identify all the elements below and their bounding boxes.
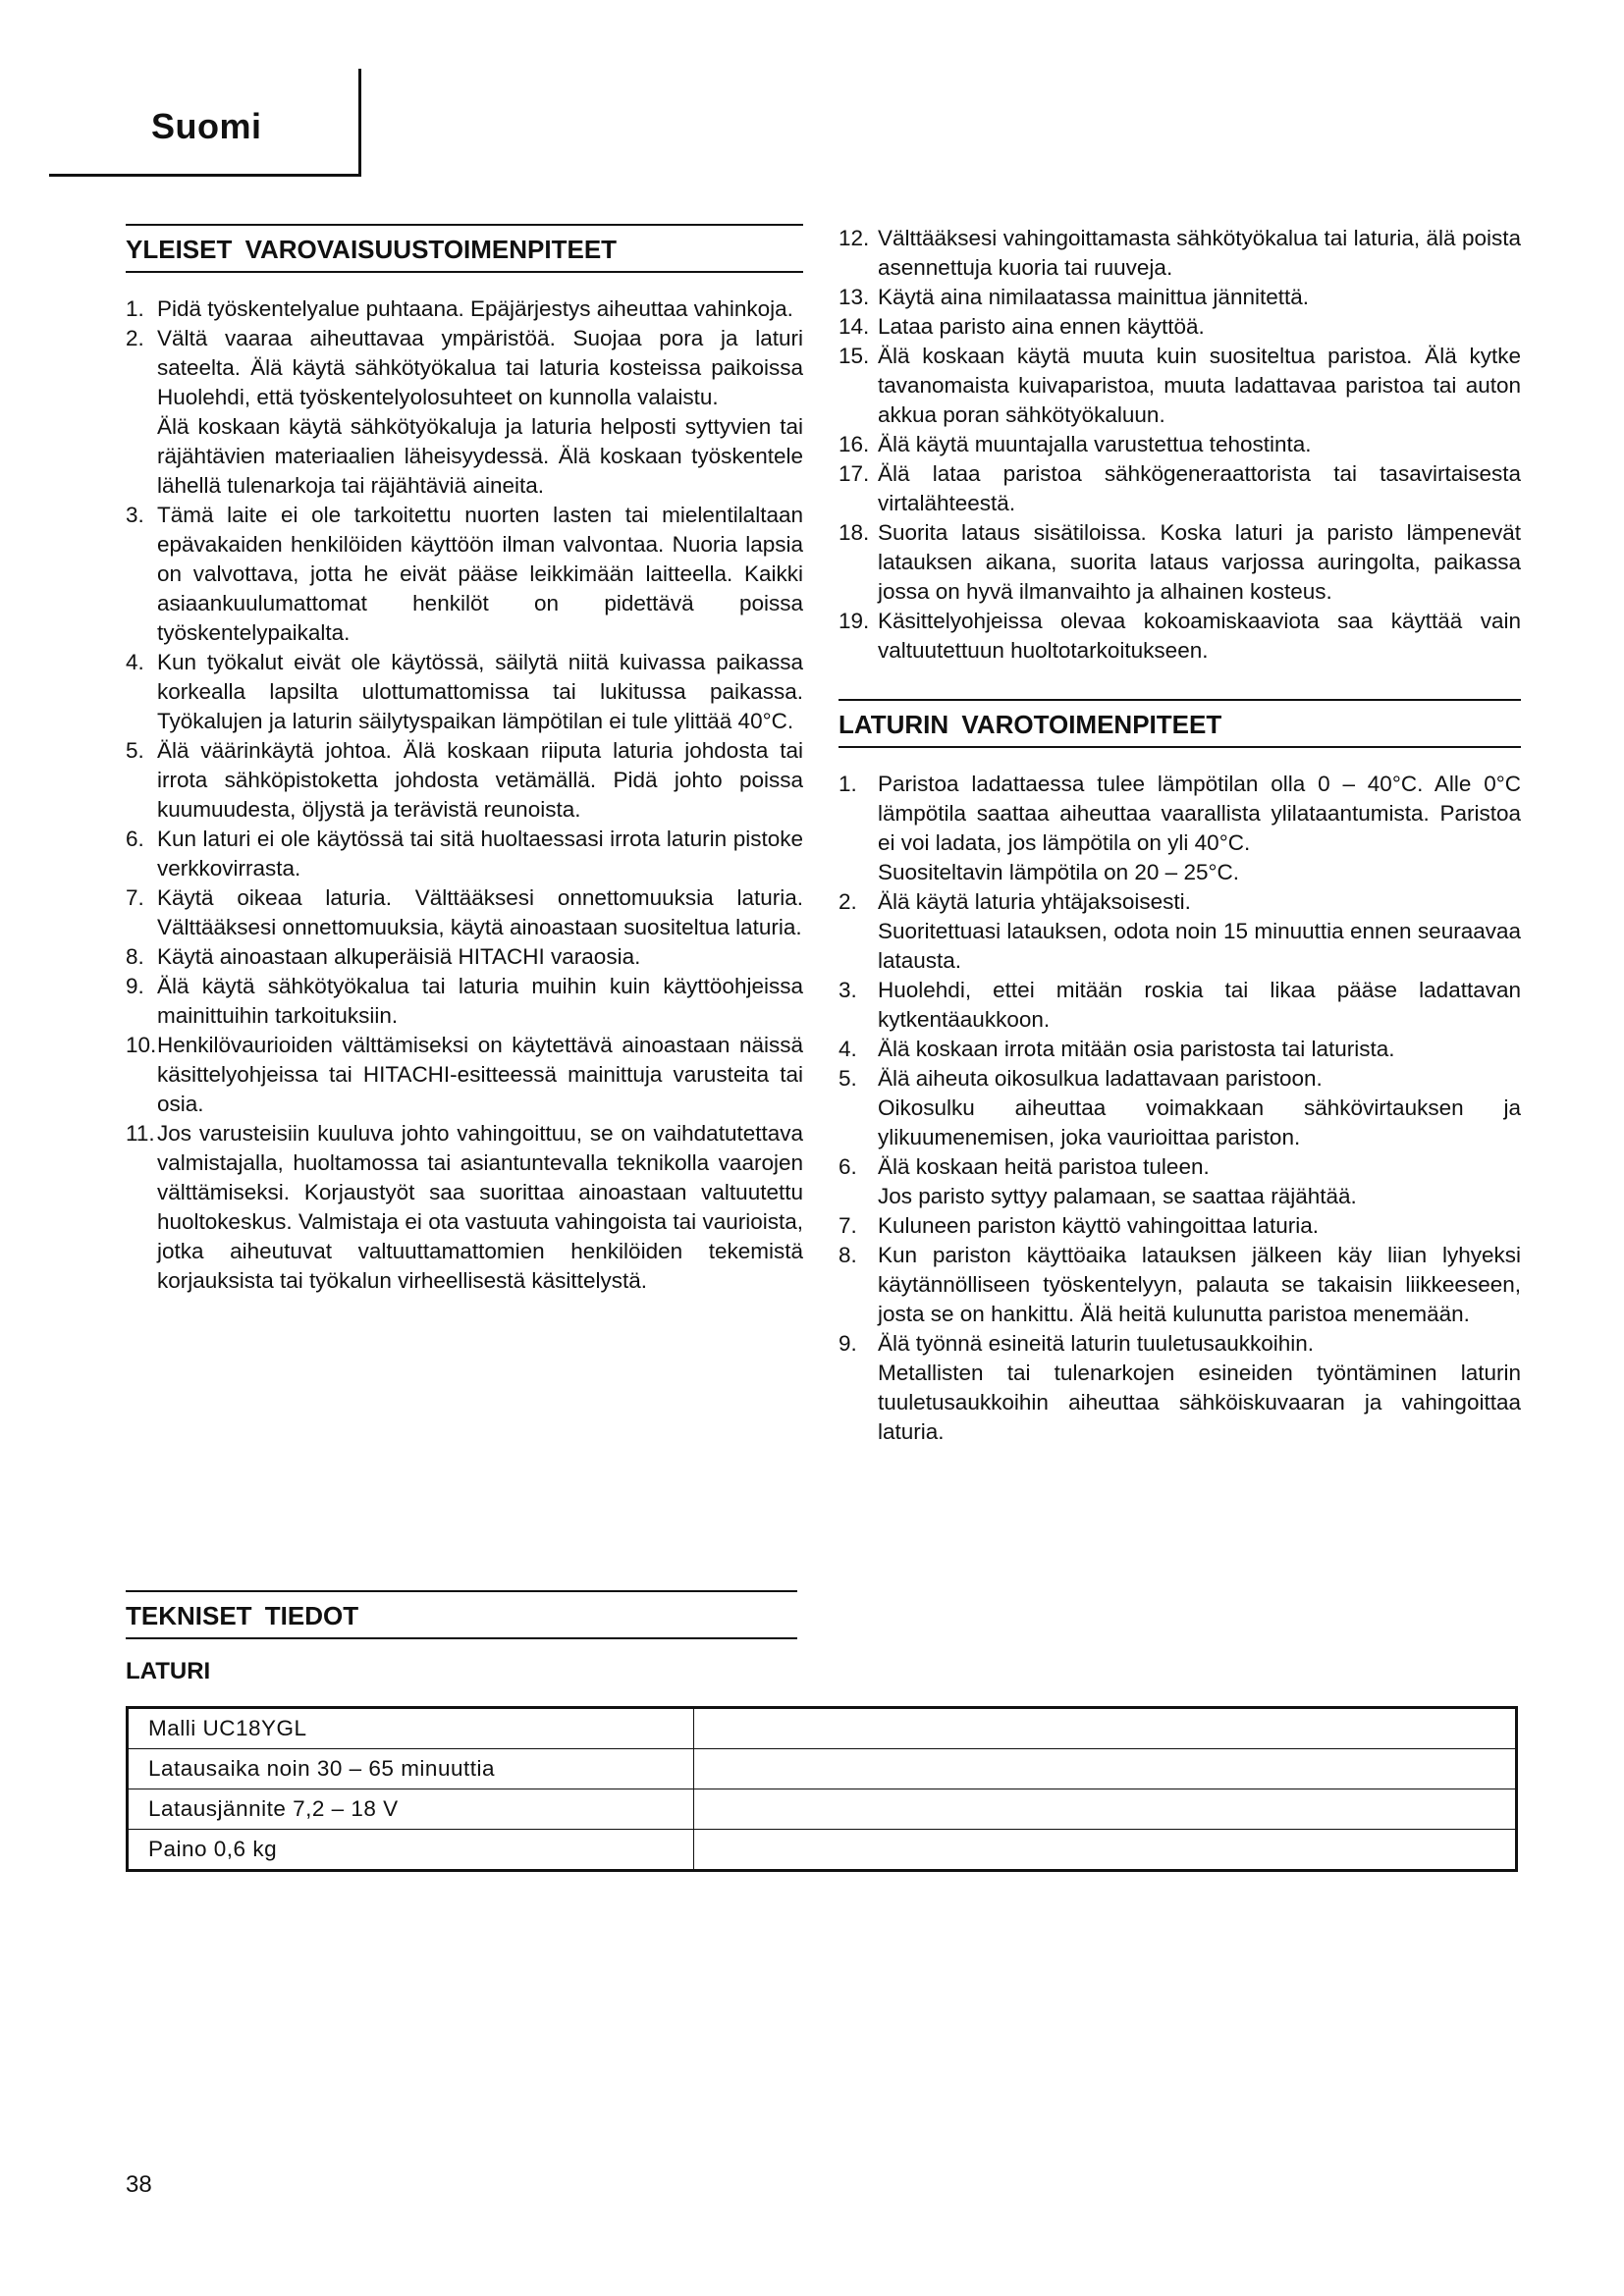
- general-safety-item: [839, 342, 1521, 430]
- item-text: Käytä oikeaa laturia. Välttääksesi onnettomuuksia laturia. Välttääksesi onnettomuuksia, käytä ainoastaan suositeltua laturia.: [157, 885, 803, 939]
- left-column: [126, 224, 803, 1296]
- general-safety-item: [126, 648, 803, 736]
- item-number: 4.: [126, 650, 144, 674]
- spec-row: [128, 1749, 1517, 1789]
- general-safety-item: [126, 825, 803, 883]
- item-text: Kun pariston käyttöaika latauksen jälkeen käy liian lyhyeksi käytännölliseen työskentelyyn, palauta se takaisin liikkeeseen, josta se on hankittu. Älä heitä kulunutta paristoa menemään.: [878, 1243, 1521, 1326]
- general-safety-item: [126, 294, 803, 324]
- general-safety-item: [126, 1031, 803, 1119]
- tab-border-vertical: [358, 69, 361, 177]
- language-label: Suomi: [151, 106, 262, 146]
- item-text: Käsittelyohjeissa olevaa kokoamiskaaviota saa käyttää vain valtuutettuun huoltotarkoitukseen.: [878, 609, 1521, 663]
- item-number: 7.: [839, 1213, 857, 1238]
- tab-border-horizontal: [49, 174, 361, 177]
- item-number: 17.: [839, 461, 870, 486]
- item-number: 7.: [126, 885, 144, 910]
- item-text: Kun laturi ei ole käytössä tai sitä huoltaessasi irrota laturin pistoke verkkovirrasta.: [157, 827, 803, 881]
- general-safety-item: [126, 736, 803, 825]
- item-text: Käytä ainoastaan alkuperäisiä HITACHI varaosia.: [157, 944, 641, 969]
- item-text: Älä väärinkäytä johtoa. Älä koskaan riiputa laturia johdosta tai irrota sähköpistoketta johdosta vetämällä. Pidä johto poissa kuumuudesta, öljystä ja terävistä reunoista.: [157, 738, 803, 822]
- item-text: Älä käytä sähkötyökalua tai laturia muihin kuin käyttöohjeissa mainittuihin tarkoituksiin.: [157, 974, 803, 1028]
- section-title-general-safety: YLEISET VAROVAISUUSTOIMENPITEET: [126, 224, 803, 273]
- item-number: 2.: [839, 889, 857, 914]
- item-number: 3.: [839, 978, 857, 1002]
- spec-value: [694, 1749, 1517, 1789]
- spec-value: [694, 1708, 1517, 1749]
- item-text: Älä koskaan irrota mitään osia paristosta tai laturista.: [878, 1037, 1395, 1061]
- item-number: 16.: [839, 432, 870, 456]
- item-text: Älä koskaan heitä paristoa tuleen. Jos paristo syttyy palamaan, se saattaa räjähtää.: [878, 1154, 1357, 1208]
- item-text: Älä työnnä esineitä laturin tuuletusaukkoihin. Metallisten tai tulenarkojen esineiden työntäminen laturin tuuletusaukkoihin aiheuttaa sähköiskuvaaran ja vahingoittaa laturia.: [878, 1331, 1521, 1444]
- item-text: Pidä työskentelyalue puhtaana. Epäjärjestys aiheuttaa vahinkoja.: [157, 296, 793, 321]
- charger-safety-item: [839, 770, 1521, 887]
- item-number: 2.: [126, 326, 144, 350]
- section-title-charger-safety: LATURIN VAROTOIMENPITEET: [839, 699, 1521, 748]
- item-number: 19.: [839, 609, 870, 633]
- spec-row: [128, 1830, 1517, 1871]
- item-number: 15.: [839, 344, 870, 368]
- item-number: 14.: [839, 314, 870, 339]
- item-number: 4.: [839, 1037, 857, 1061]
- general-safety-item: [126, 972, 803, 1031]
- item-number: 1.: [126, 296, 144, 321]
- general-safety-item: [839, 283, 1521, 312]
- spec-row: [128, 1789, 1517, 1830]
- general-safety-item: [839, 224, 1521, 283]
- item-text: Lataa paristo aina ennen käyttöä.: [878, 314, 1205, 339]
- general-safety-list: [126, 294, 803, 1296]
- specifications-subtitle: LATURI: [126, 1658, 211, 1684]
- general-safety-item: [126, 883, 803, 942]
- spec-value: [694, 1830, 1517, 1871]
- item-number: 10.: [126, 1033, 157, 1057]
- item-text: Kuluneen pariston käyttö vahingoittaa laturia.: [878, 1213, 1320, 1238]
- page-number: 38: [126, 2171, 152, 2198]
- spec-label: Latausaika noin 30 – 65 minuuttia: [128, 1749, 694, 1789]
- charger-safety-list: [839, 770, 1521, 1447]
- spec-label: Malli UC18YGL: [128, 1708, 694, 1749]
- item-text: Älä koskaan käytä muuta kuin suositeltua paristoa. Älä kytke tavanomaista kuivaparistoa, muuta ladattavaa paristoa tai auton akkua poran sähkötyökaluun.: [878, 344, 1521, 427]
- charger-safety-item: [839, 887, 1521, 976]
- general-safety-item: [839, 430, 1521, 459]
- item-text: Suorita lataus sisätiloissa. Koska laturi ja paristo lämpenevät latauksen aikana, suorita lataus varjossa auringolta, paikassa jossa on hyvä ilmanvaihto ja alhainen kosteus.: [878, 520, 1521, 604]
- general-safety-item: [126, 942, 803, 972]
- general-safety-list-continued: [839, 224, 1521, 666]
- item-number: 1.: [839, 772, 857, 796]
- item-number: 12.: [839, 226, 870, 250]
- general-safety-item: [839, 459, 1521, 518]
- item-number: 3.: [126, 503, 144, 527]
- item-number: 9.: [839, 1331, 857, 1356]
- specifications-table: [126, 1706, 1518, 1872]
- spec-label: Latausjännite 7,2 – 18 V: [128, 1789, 694, 1830]
- item-number: 6.: [839, 1154, 857, 1179]
- item-number: 6.: [126, 827, 144, 851]
- item-text: Älä lataa paristoa sähkögeneraattorista tai tasavirtaisesta virtalähteestä.: [878, 461, 1521, 515]
- charger-safety-item: [839, 1064, 1521, 1152]
- section-title-specifications: TEKNISET TIEDOT: [126, 1590, 797, 1639]
- item-text: Vältä vaaraa aiheuttavaa ympäristöä. Suojaa pora ja laturi sateelta. Älä käytä sähkötyökalua tai laturia kosteissa paikoissa Huolehdi, että työskentelyolosuhteet on kunnolla valaistu. Älä koskaan käytä sähkötyökaluja ja laturia helposti syttyvien tai räjähtävien materiaalien läheisyydessä. Älä koskaan työskentele lähellä tulenarkoja tai räjähtäviä aineita.: [157, 326, 803, 498]
- item-text: Välttääksesi vahingoittamasta sähkötyökalua tai laturia, älä poista asennettuja kuoria tai ruuveja.: [878, 226, 1521, 280]
- charger-safety-item: [839, 976, 1521, 1035]
- item-number: 8.: [839, 1243, 857, 1267]
- general-safety-item: [839, 312, 1521, 342]
- item-number: 11.: [126, 1121, 155, 1146]
- general-safety-item: [839, 518, 1521, 607]
- item-number: 8.: [126, 944, 144, 969]
- charger-safety-item: [839, 1241, 1521, 1329]
- item-text: Tämä laite ei ole tarkoitettu nuorten lasten tai mielentilaltaan epävakaiden henkilöiden käyttöön ilman valvontaa. Nuoria lapsia on valvottava, jotta he eivät pääse leikkimään laitteella. Kaikki asiaankuulumattomat henkilöt on pidettävä poissa työskentelypaikalta.: [157, 503, 803, 645]
- spec-value: [694, 1789, 1517, 1830]
- specifications-section: [126, 1590, 797, 1657]
- item-number: 5.: [839, 1066, 857, 1091]
- item-text: Käytä aina nimilaatassa mainittua jännitettä.: [878, 285, 1310, 309]
- item-text: Paristoa ladattaessa tulee lämpötilan olla 0 – 40°C. Alle 0°C lämpötila saattaa aiheuttaa vaarallista ylilataantumista. Paristoa ei voi ladata, jos lämpötila on yli 40°C. Suositeltavin lämpötila on 20 – 25°C.: [878, 772, 1521, 884]
- item-number: 9.: [126, 974, 144, 998]
- right-column: [839, 224, 1521, 1447]
- item-text: Huolehdi, ettei mitään roskia tai likaa pääse ladattavan kytkentäaukkoon.: [878, 978, 1521, 1032]
- charger-safety-item: [839, 1329, 1521, 1447]
- general-safety-item: [839, 607, 1521, 666]
- item-text: Älä käytä laturia yhtäjaksoisesti. Suoritettuasi latauksen, odota noin 15 minuuttia ennen seuraavaa latausta.: [878, 889, 1521, 973]
- item-number: 13.: [839, 285, 870, 309]
- general-safety-item: [126, 324, 803, 501]
- item-number: 5.: [126, 738, 144, 763]
- item-number: 18.: [839, 520, 870, 545]
- item-text: Älä käytä muuntajalla varustettua tehostinta.: [878, 432, 1312, 456]
- charger-safety-item: [839, 1211, 1521, 1241]
- item-text: Kun työkalut eivät ole käytössä, säilytä niitä kuivassa paikassa korkealla lapsilta ulottumattomissa tai lukitussa paikassa. Työkalujen ja laturin säilytyspaikan lämpötilan ei tule ylittää 40°C.: [157, 650, 803, 733]
- item-text: Jos varusteisiin kuuluva johto vahingoittuu, se on vaihdatutettava valmistajalla, huoltamossa tai asiantuntevalla teknikolla vaarojen välttämiseksi. Korjaustyöt saa suorittaa ainoastaan valtuutettu huoltokeskus. Valmistaja ei ota vastuuta vahingoista tai vaurioista, jotka aiheutuvat valtuuttamattomien henkilöiden tekemistä korjauksista tai työkalun virheellisestä käsittelystä.: [157, 1121, 803, 1293]
- item-text: Henkilövaurioiden välttämiseksi on käytettävä ainoastaan näissä käsittelyohjeissa tai HITACHI-esitteessä mainittuja varusteita tai osia.: [157, 1033, 803, 1116]
- general-safety-item: [126, 501, 803, 648]
- charger-safety-item: [839, 1035, 1521, 1064]
- charger-safety-item: [839, 1152, 1521, 1211]
- item-text: Älä aiheuta oikosulkua ladattavaan paristoon. Oikosulku aiheuttaa voimakkaan sähkövirtauksen ja ylikuumenemisen, joka vaurioittaa pariston.: [878, 1066, 1521, 1149]
- general-safety-item: [126, 1119, 803, 1296]
- spec-label: Paino 0,6 kg: [128, 1830, 694, 1871]
- language-tab: [49, 69, 361, 177]
- spec-row: [128, 1708, 1517, 1749]
